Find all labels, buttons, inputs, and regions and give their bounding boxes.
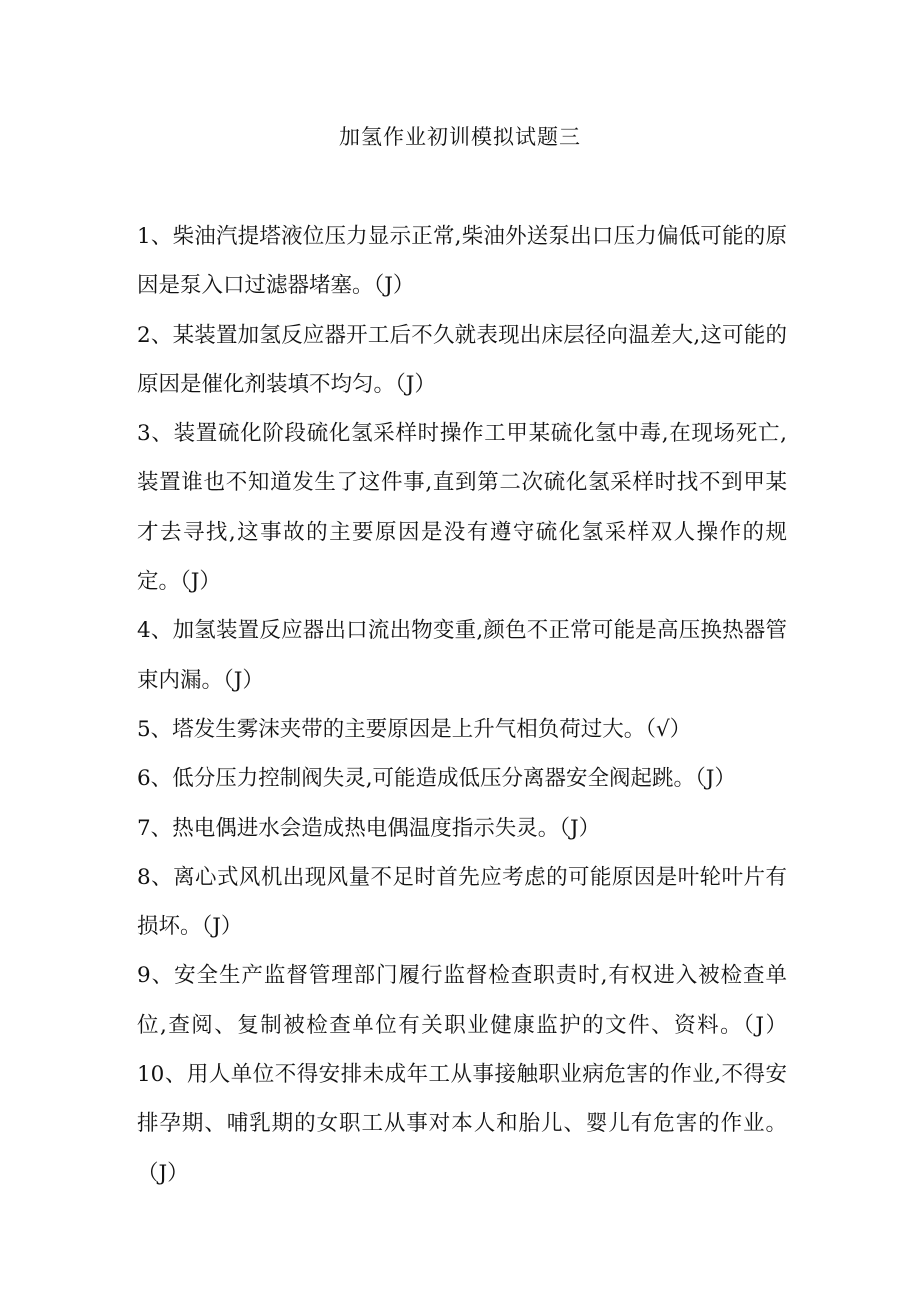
question-item-7 <box>137 804 787 853</box>
question-item-8 <box>137 853 787 952</box>
question-answer: （J） <box>559 815 601 841</box>
question-item-1 <box>137 212 787 311</box>
question-answer: （J） <box>137 1160 189 1186</box>
question-answer: （J） <box>373 273 415 299</box>
question-item-3 <box>137 409 787 606</box>
question-number: 4、 <box>137 618 173 644</box>
question-number: 7、 <box>137 815 173 841</box>
question-number: 2、 <box>137 322 173 348</box>
question-item-4 <box>137 606 787 705</box>
question-item-6 <box>137 754 787 803</box>
question-text: 热电偶进水会造成热电偶温度指示失灵。 <box>172 815 560 841</box>
question-text: 装置硫化阶段硫化氢采样时操作工甲某硫化氢中毒,在现场死亡,装置谁也不知道发生了这件事,直到第二次硫化氢采样时找不到甲某才去寻找,这事故的主要原因是没有遵守硫化氢采样双人操作的规定。 <box>137 421 787 595</box>
question-answer: （J） <box>743 1012 787 1038</box>
question-text: 低分压力控制阀失灵,可能造成低压分离器安全阀起跳。 <box>172 766 696 792</box>
document-title: 加氢作业初训模拟试题三 <box>339 125 581 149</box>
question-text: 安全生产监督管理部门履行监督检查职责时,有权进入被检查单位,查阅、复制被检查单位有关职业健康监护的文件、资料。 <box>137 963 787 1038</box>
question-number: 6、 <box>137 766 173 792</box>
question-number: 3、 <box>137 421 174 447</box>
question-list <box>137 212 787 1198</box>
question-answer: （J） <box>223 667 264 693</box>
question-answer: （J） <box>395 371 436 397</box>
question-answer: （J） <box>201 914 243 940</box>
question-answer: （J） <box>695 766 736 792</box>
question-item-5 <box>137 705 787 754</box>
question-text: 加氢装置反应器出口流出物变重,颜色不正常可能是高压换热器管束内漏。 <box>137 618 787 693</box>
question-text: 用人单位不得安排未成年工从事接触职业病危害的作业,不得安排孕期、哺乳期的女职工从事对本人和胎儿、婴儿有危害的作业。 <box>137 1062 787 1137</box>
question-text: 离心式风机出现风量不足时首先应考虑的可能原因是叶轮叶片有损坏。 <box>137 864 787 940</box>
question-item-9-10 <box>137 951 787 1197</box>
question-number: 5、 <box>137 716 173 742</box>
question-answer: （J） <box>180 569 221 595</box>
question-number: 10、 <box>137 1062 187 1088</box>
question-answer: （√） <box>645 716 692 742</box>
question-number: 8、 <box>137 864 174 890</box>
question-text: 塔发生雾沫夹带的主要原因是上升气相负荷过大。 <box>172 716 646 742</box>
question-text: 柴油汽提塔液位压力显示正常,柴油外送泵出口压力偏低可能的原因是泵入口过滤器堵塞。 <box>137 224 787 299</box>
question-text: 某装置加氢反应器开工后不久就表现出床层径向温差大,这可能的原因是催化剂装填不均匀。 <box>137 322 787 397</box>
question-item-2 <box>137 311 787 410</box>
question-number: 9、 <box>137 963 175 989</box>
question-number: 1、 <box>137 224 173 249</box>
